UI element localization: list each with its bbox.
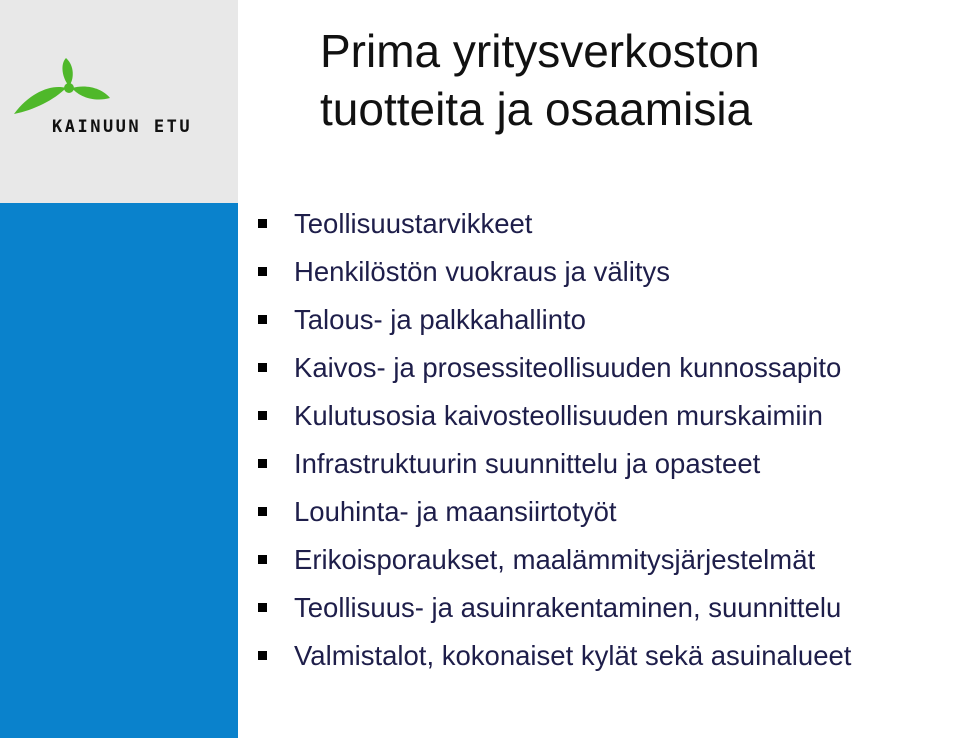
bullet-square-icon (258, 555, 267, 564)
list-item-text: Henkilöstön vuokraus ja välitys (294, 256, 671, 287)
list-item (258, 440, 851, 488)
list-item (258, 488, 851, 536)
list-item-text: Louhinta- ja maansiirtotyöt (294, 496, 617, 527)
bullet-square-icon (258, 411, 267, 420)
list-item (258, 344, 851, 392)
list-item (258, 200, 851, 248)
list-item-text: Erikoisporaukset, maalämmitysjärjestelmät (294, 544, 816, 575)
logo-wordmark: KAINUUN ETU (52, 117, 193, 137)
sidebar-bottom-panel (0, 203, 238, 738)
list-item-text: Talous- ja palkkahallinto (294, 304, 586, 335)
list-item-text: Teollisuustarvikkeet (294, 208, 533, 239)
list-item-text: Valmistalot, kokonaiset kylät sekä asuinalueet (294, 640, 852, 671)
logo-leaf-right-icon (72, 86, 110, 99)
list-item-text: Kulutusosia kaivosteollisuuden murskaimiin (294, 400, 823, 431)
bullet-square-icon (258, 267, 267, 276)
bullet-square-icon (258, 219, 267, 228)
page-title-line-2: tuotteita ja osaamisia (320, 83, 753, 135)
list-item-text: Infrastruktuurin suunnittelu ja opasteet (294, 448, 761, 479)
list-item (258, 584, 851, 632)
list-item (258, 248, 851, 296)
list-item-text: Teollisuus- ja asuinrakentaminen, suunnittelu (294, 592, 842, 623)
bullet-square-icon (258, 651, 267, 660)
bullet-square-icon (258, 603, 267, 612)
bullet-list (258, 200, 851, 680)
list-item (258, 632, 851, 680)
kainuun-etu-logo (0, 0, 238, 150)
logo-leaf-top-icon (62, 58, 72, 86)
bullet-square-icon (258, 459, 267, 468)
list-item (258, 296, 851, 344)
page-title (320, 22, 940, 138)
logo-leaf-left-icon (14, 87, 66, 114)
bullet-square-icon (258, 363, 267, 372)
list-item (258, 536, 851, 584)
bullet-square-icon (258, 315, 267, 324)
list-item (258, 392, 851, 440)
list-item-text: Kaivos- ja prosessiteollisuuden kunnossapito (294, 352, 842, 383)
bullet-square-icon (258, 507, 267, 516)
logo-hub-icon (64, 83, 74, 93)
page-title-line-1: Prima yritysverkoston (320, 25, 760, 77)
